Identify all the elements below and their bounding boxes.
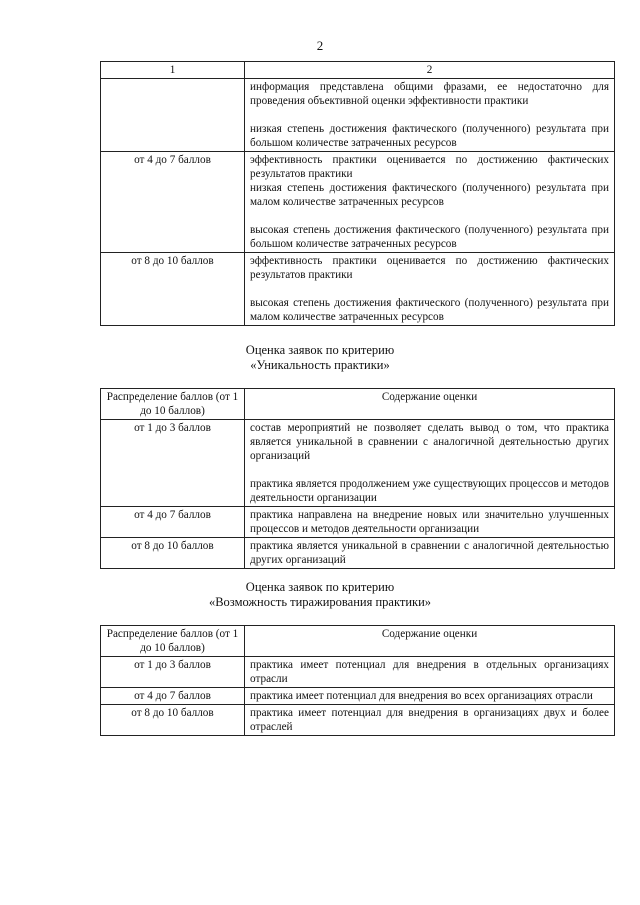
table-header-row — [101, 62, 615, 79]
header-assessment-content: Содержание оценки — [245, 389, 615, 420]
column-number-1: 1 — [101, 62, 245, 79]
section-title-line: Оценка заявок по критерию — [245, 343, 395, 357]
assessment-content-cell — [245, 657, 615, 688]
assessment-content-cell — [245, 79, 615, 152]
assessment-content-cell — [245, 538, 615, 569]
table-row — [101, 507, 615, 538]
table-row — [101, 657, 615, 688]
assessment-paragraph: практика является уникальной в сравнении с аналогичной деятельностью других организаций — [250, 540, 609, 566]
uniqueness-criteria-table — [100, 388, 615, 569]
score-range-cell: от 4 до 7 баллов — [101, 152, 245, 253]
score-range-cell: от 4 до 7 баллов — [101, 688, 245, 705]
header-score-distribution: Распределение баллов (от 1 до 10 баллов) — [101, 626, 245, 657]
table-row — [101, 420, 615, 507]
table-row — [101, 688, 615, 705]
assessment-paragraph: практика имеет потенциал для внедрения во всех организациях отрасли — [250, 690, 593, 702]
section-title-line: Оценка заявок по критерию — [245, 580, 395, 594]
column-number-2: 2 — [245, 62, 615, 79]
assessment-paragraph: практика имеет потенциал для внедрения в отдельных организациях отрасли — [250, 659, 609, 685]
score-range-cell — [101, 79, 245, 152]
assessment-content-cell — [245, 253, 615, 326]
table-row — [101, 152, 615, 253]
table-header-row — [101, 389, 615, 420]
assessment-paragraph: информация представлена общими фразами, ее недостаточно для проведения объективной оценки эффективности практики — [250, 81, 609, 107]
assessment-paragraph: эффективность практики оценивается по достижению фактических результатов практики — [250, 154, 609, 180]
assessment-content-cell — [245, 507, 615, 538]
score-range-cell: от 1 до 3 баллов — [101, 657, 245, 688]
assessment-paragraph: практика направлена на внедрение новых или значительно улучшенных процессов и методов деятельности организации — [250, 509, 609, 535]
assessment-paragraph: состав мероприятий не позволяет сделать вывод о том, что практика является уникальной в сравнении с аналогичной деятельностью других организаций — [250, 422, 609, 462]
assessment-paragraph: эффективность практики оценивается по достижению фактических результатов практики — [250, 255, 609, 281]
score-range-cell: от 8 до 10 баллов — [101, 705, 245, 736]
header-score-distribution: Распределение баллов (от 1 до 10 баллов) — [101, 389, 245, 420]
assessment-paragraph: высокая степень достижения фактического (полученного) результата при большом количестве затраченных ресурсов — [250, 224, 609, 250]
assessment-paragraph: низкая степень достижения фактического (полученного) результата при большом количестве затраченных ресурсов — [250, 123, 609, 149]
header-assessment-content: Содержание оценки — [245, 626, 615, 657]
table-row — [101, 705, 615, 736]
replicability-criteria-table — [100, 625, 615, 736]
assessment-content-cell — [245, 420, 615, 507]
score-range-cell: от 8 до 10 баллов — [101, 253, 245, 326]
assessment-paragraph: практика имеет потенциал для внедрения в организациях двух и более отраслей — [250, 707, 609, 733]
table-row — [101, 538, 615, 569]
section-title-line: «Возможность тиражирования практики» — [208, 595, 432, 609]
section-title-uniqueness — [0, 343, 640, 373]
page-number: 2 — [316, 38, 324, 53]
score-range-cell: от 4 до 7 баллов — [101, 507, 245, 538]
section-title-line: «Уникальность практики» — [250, 358, 390, 372]
section-title-replicability — [0, 580, 640, 610]
assessment-content-cell — [245, 688, 615, 705]
assessment-paragraph: высокая степень достижения фактического (полученного) результата при малом количестве затраченных ресурсов — [250, 297, 609, 323]
effectiveness-criteria-table-continued — [100, 61, 615, 326]
table-row — [101, 79, 615, 152]
assessment-content-cell — [245, 705, 615, 736]
score-range-cell: от 8 до 10 баллов — [101, 538, 245, 569]
table-header-row — [101, 626, 615, 657]
table-row — [101, 253, 615, 326]
score-range-cell: от 1 до 3 баллов — [101, 420, 245, 507]
assessment-content-cell — [245, 152, 615, 253]
assessment-paragraph: практика является продолжением уже существующих процессов и методов деятельности организации — [250, 478, 609, 504]
assessment-paragraph: низкая степень достижения фактического (полученного) результата при малом количестве затраченных ресурсов — [250, 182, 609, 208]
